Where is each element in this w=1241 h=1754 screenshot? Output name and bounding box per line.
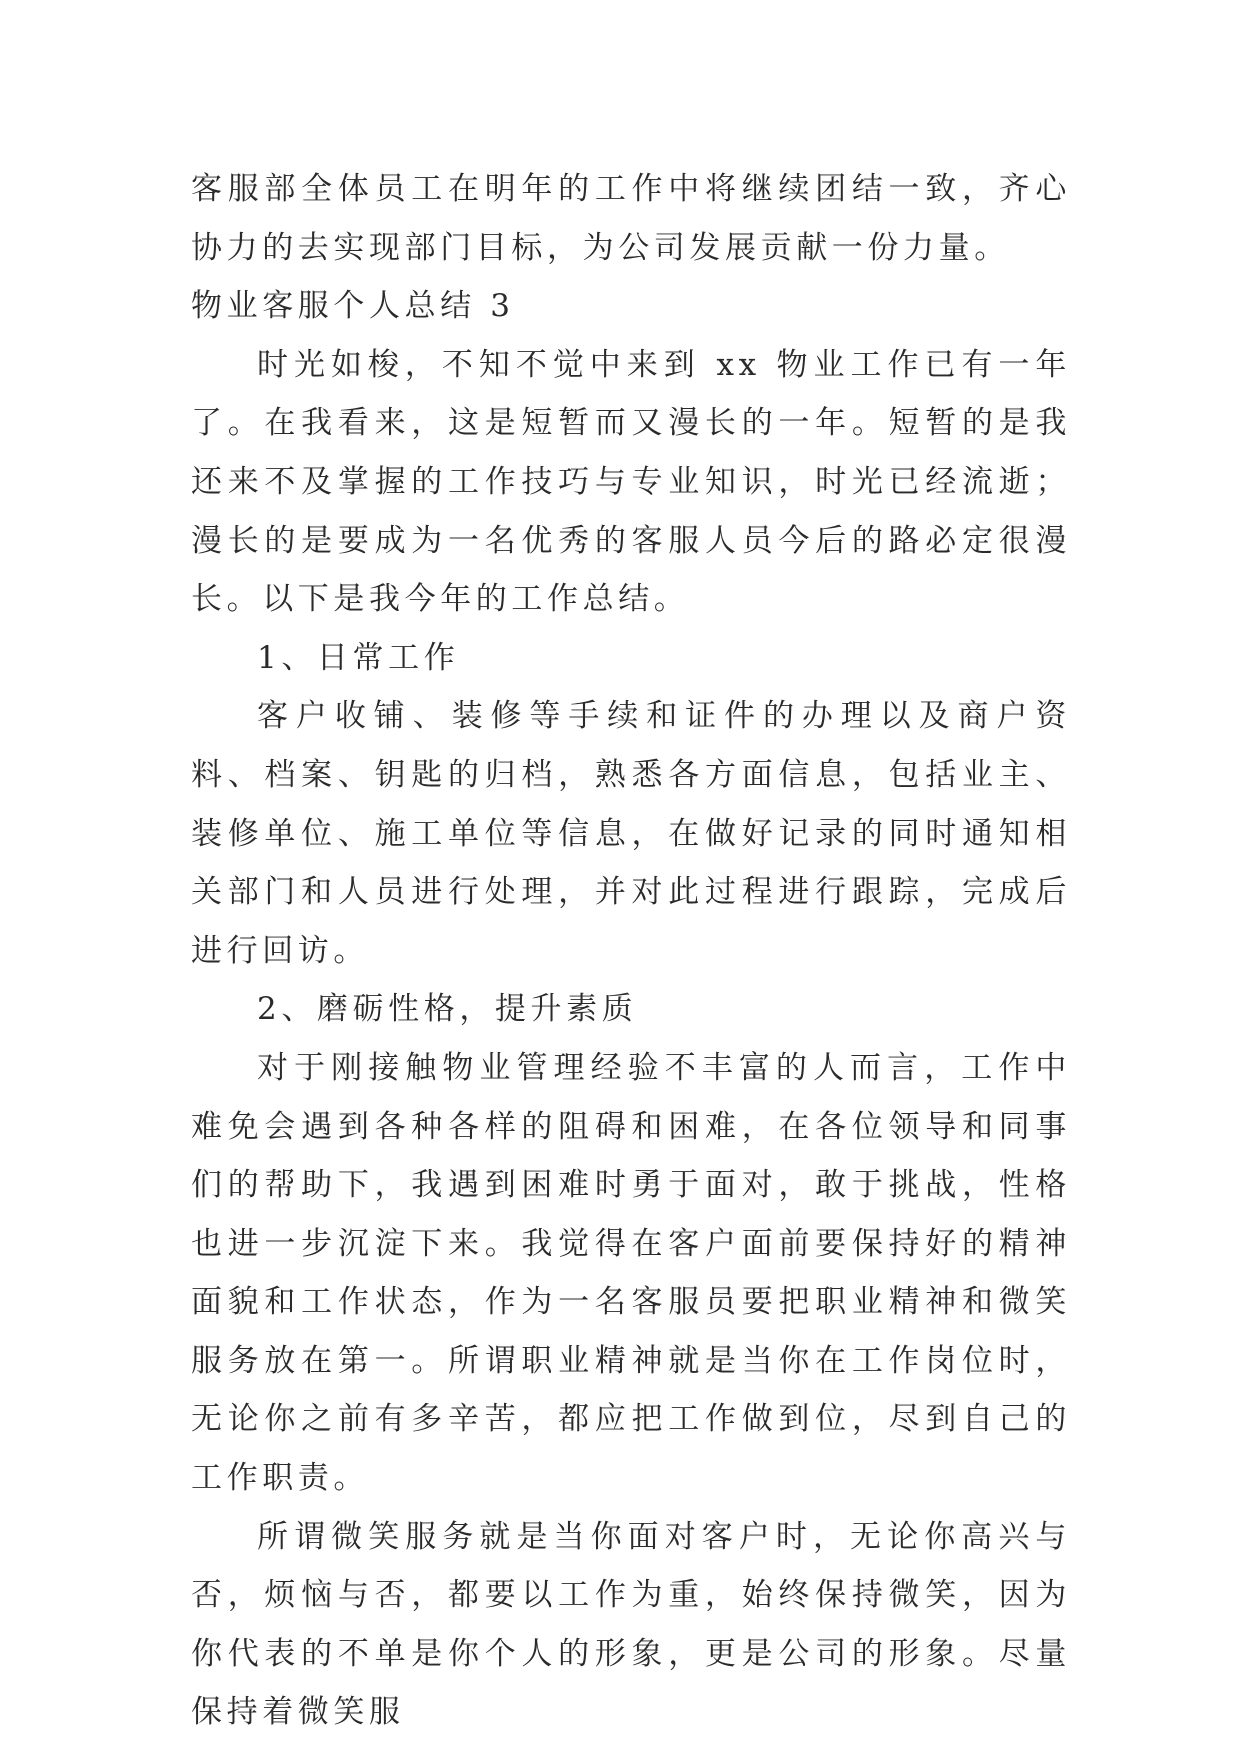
subheading-character: 2、磨砺性格，提升素质: [257, 991, 638, 1028]
subheading-daily-work: 1、日常工作: [257, 639, 460, 676]
document-body: [191, 160, 1071, 1742]
section-heading: 物业客服个人总结 3: [191, 288, 515, 325]
paragraph-closing-statement: 客服部全体员工在明年的工作中将继续团结一致，齐心协力的去实现部门目标，为公司发展贡献一份力量。: [191, 171, 1071, 266]
paragraph-intro: 时光如梭，不知不觉中来到 xx 物业工作已有一年了。在我看来，这是短暂而又漫长的一年。短暂的是我还来不及掌握的工作技巧与专业知识，时光已经流逝；漫长的是要成为一名优秀的客服人员今后的路必定很漫长。以下是我今年的工作总结。: [191, 346, 1071, 618]
paragraph-smile-service: 所谓微笑服务就是当你面对客户时，无论你高兴与否，烦恼与否，都要以工作为重，始终保持微笑，因为你代表的不单是你个人的形象，更是公司的形象。尽量保持着微笑服: [191, 1518, 1071, 1731]
paragraph-daily-work: 客户收铺、装修等手续和证件的办理以及商户资料、档案、钥匙的归档，熟悉各方面信息，包括业主、装修单位、施工单位等信息，在做好记录的同时通知相关部门和人员进行处理，并对此过程进行跟踪，完成后进行回访。: [191, 698, 1071, 969]
paragraph-character: 对于刚接触物业管理经验不丰富的人而言，工作中难免会遇到各种各样的阻碍和困难，在各位领导和同事们的帮助下，我遇到困难时勇于面对，敢于挑战，性格也进一步沉淀下来。我觉得在客户面前要保持好的精神面貌和工作状态，作为一名客服员要把职业精神和微笑服务放在第一。所谓职业精神就是当你在工作岗位时，无论你之前有多辛苦，都应把工作做到位，尽到自己的工作职责。: [191, 1049, 1071, 1497]
